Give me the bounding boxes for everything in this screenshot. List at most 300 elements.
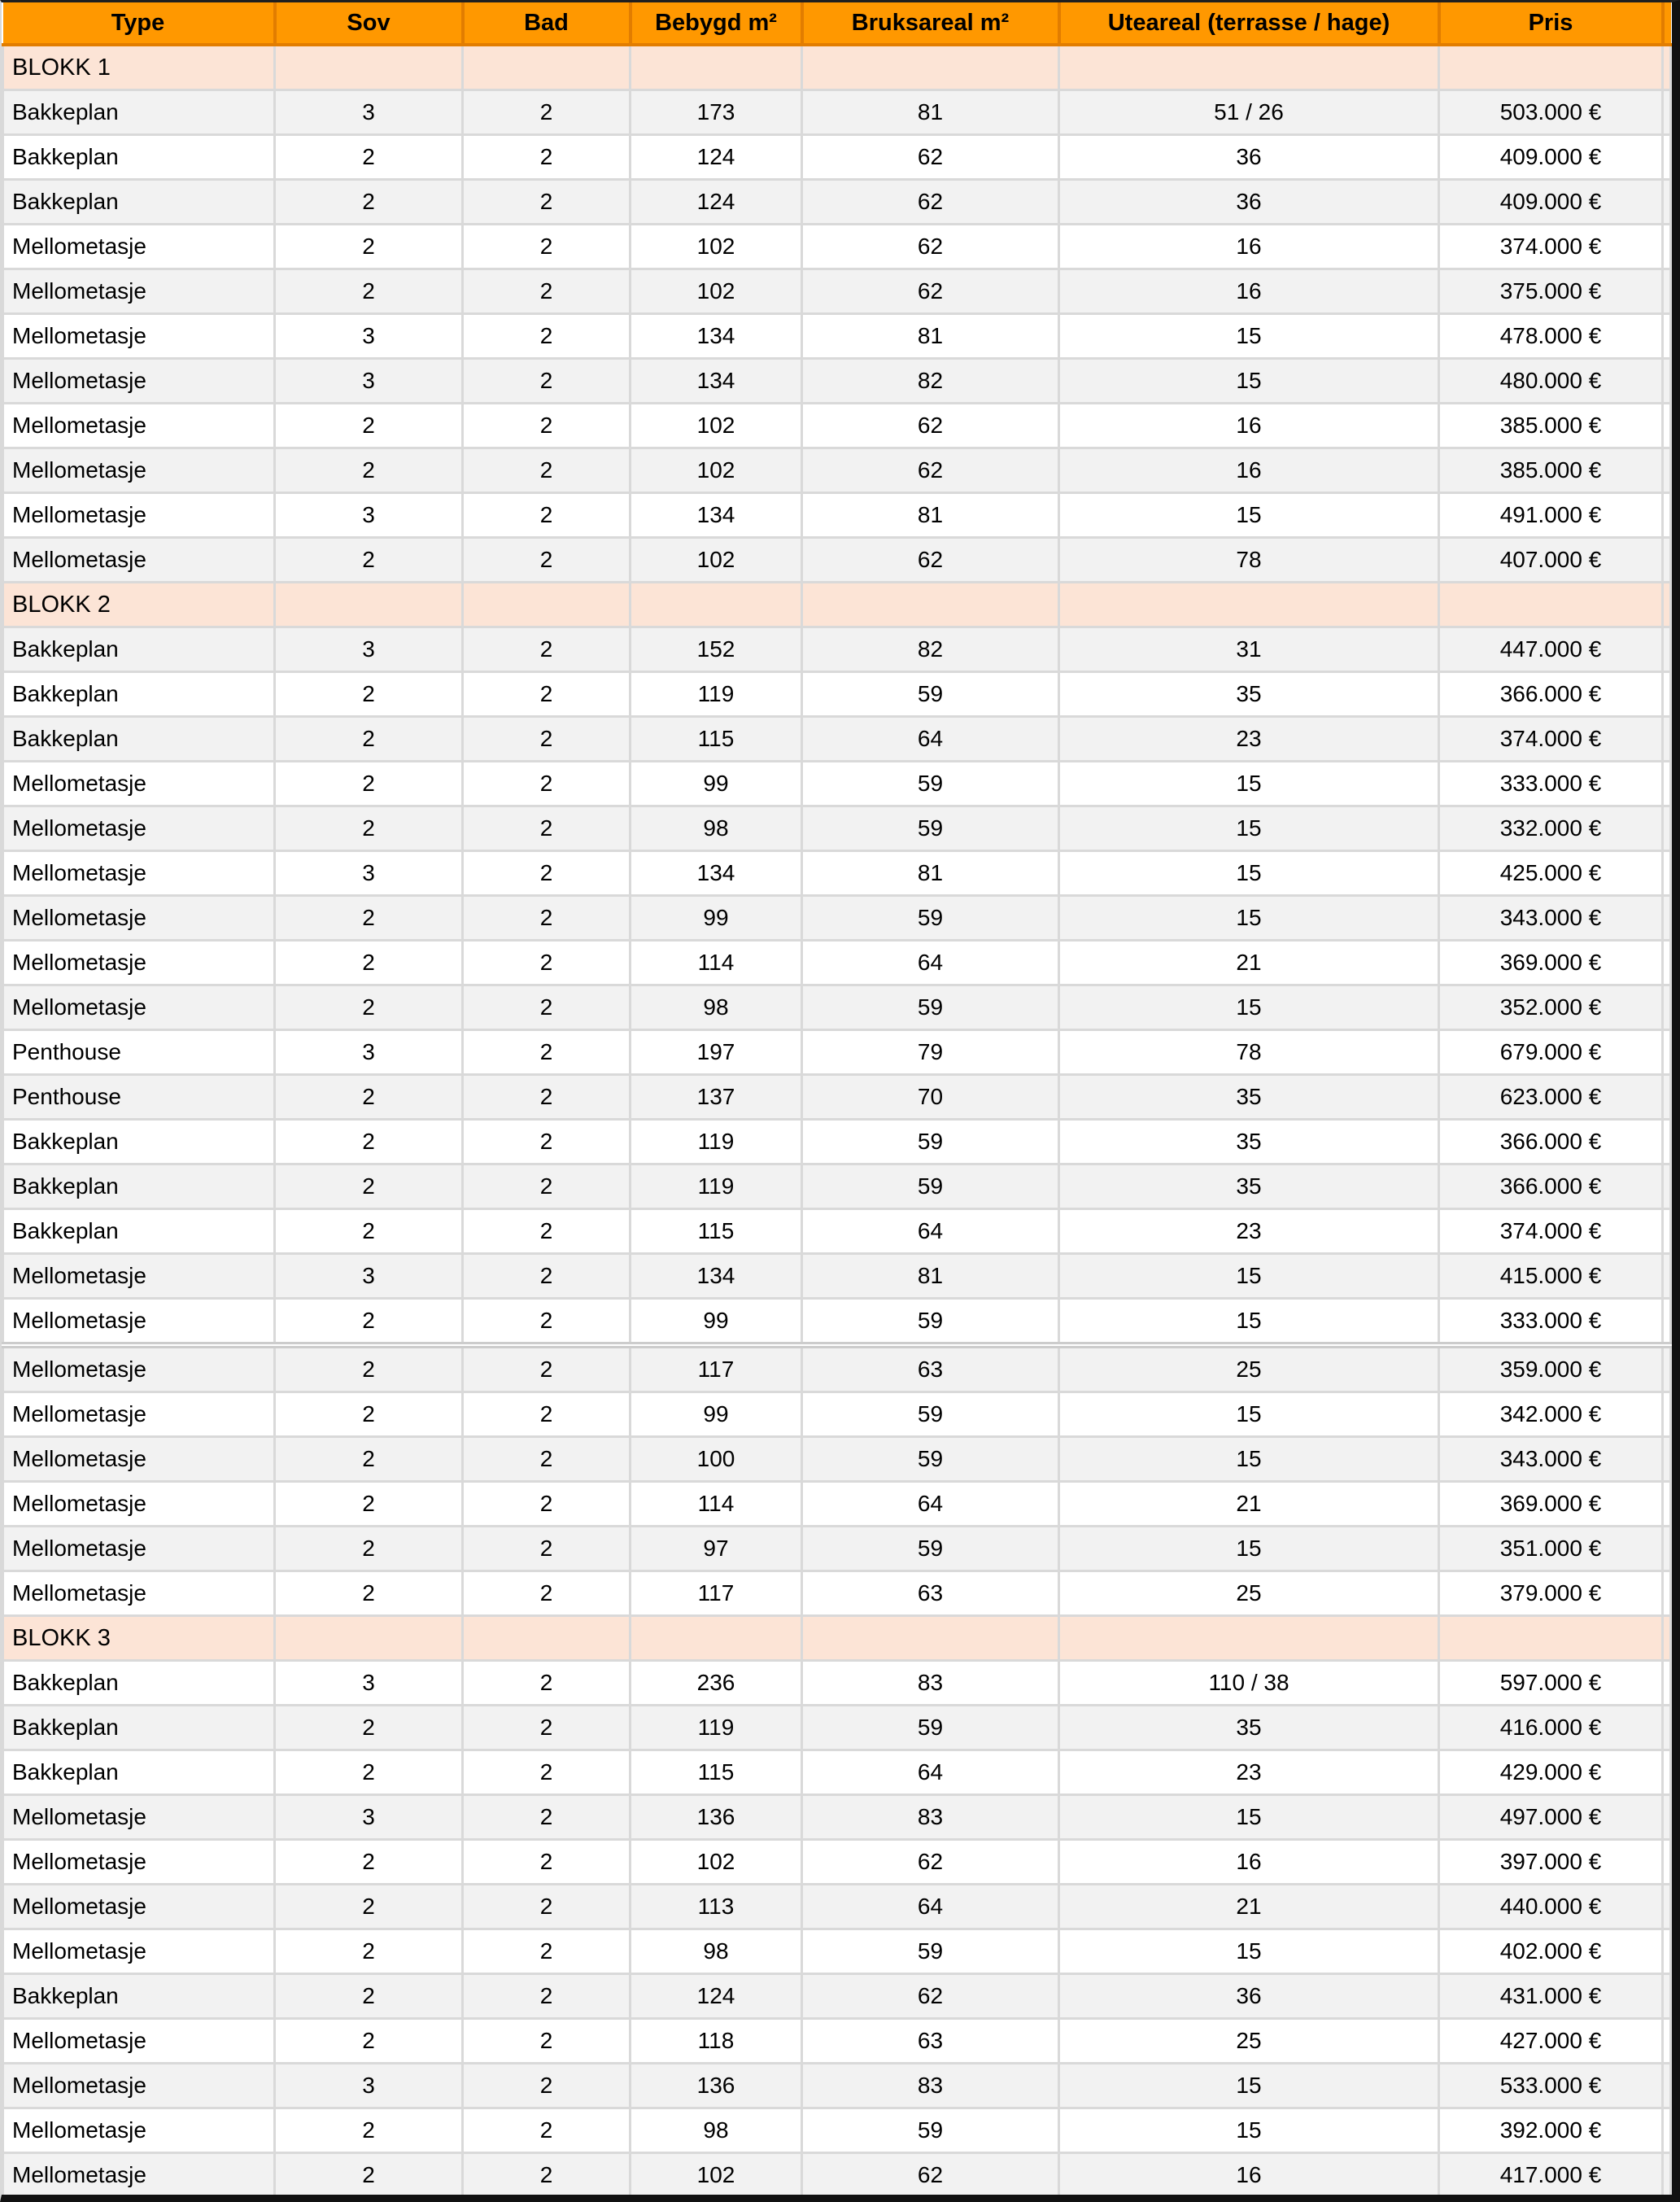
cell-bruksareal-m2: 64 <box>802 1482 1059 1527</box>
cell-bad: 2 <box>463 1164 631 1209</box>
cell-bruksareal-m2: 82 <box>802 627 1059 672</box>
cell-uteareal: 16 <box>1059 225 1439 269</box>
cell-uteareal: 15 <box>1059 2064 1439 2108</box>
col-header-uteareal: Uteareal (terrasse / hage) <box>1059 2 1439 45</box>
cell-uteareal: 16 <box>1059 448 1439 493</box>
cell-bruksareal-m2: 59 <box>802 672 1059 717</box>
table-row <box>3 672 1671 717</box>
spacer-cell <box>1663 1840 1671 1885</box>
cell-bad: 2 <box>463 493 631 538</box>
cell-type: Mellometasje <box>3 1929 275 1974</box>
cell-pris: 342.000 € <box>1439 1392 1663 1437</box>
cell-bruksareal-m2: 59 <box>802 762 1059 806</box>
cell-bruksareal-m2: 64 <box>802 1750 1059 1795</box>
cell-bebygd-m2: 99 <box>631 1299 802 1346</box>
cell-bad: 2 <box>463 1345 631 1392</box>
cell-type: Mellometasje <box>3 762 275 806</box>
table-row <box>3 806 1671 851</box>
cell-uteareal: 15 <box>1059 1299 1439 1346</box>
cell-bruksareal-m2: 59 <box>802 1392 1059 1437</box>
cell-bebygd-m2: 134 <box>631 493 802 538</box>
cell-sov: 2 <box>275 135 463 180</box>
table-row <box>3 851 1671 896</box>
cell-bruksareal-m2: 59 <box>802 2108 1059 2153</box>
spacer-cell <box>1663 448 1671 493</box>
cell-bebygd-m2: 102 <box>631 269 802 314</box>
table-row <box>3 2153 1671 2198</box>
cell-type: Mellometasje <box>3 538 275 583</box>
cell-pris: 417.000 € <box>1439 2153 1663 2198</box>
spacer-cell <box>1663 1030 1671 1075</box>
cell-type: Mellometasje <box>3 2108 275 2153</box>
spacer-cell <box>1663 985 1671 1030</box>
cell-sov: 2 <box>275 1527 463 1571</box>
cell-pris: 623.000 € <box>1439 1075 1663 1120</box>
cell-bruksareal-m2: 81 <box>802 314 1059 359</box>
section-label: BLOKK 3 <box>3 1616 275 1661</box>
cell-uteareal: 15 <box>1059 359 1439 404</box>
cell-pris: 409.000 € <box>1439 135 1663 180</box>
table-row <box>3 1075 1671 1120</box>
cell-sov: 2 <box>275 806 463 851</box>
cell-type: Mellometasje <box>3 2153 275 2198</box>
cell-bebygd-m2: 115 <box>631 1750 802 1795</box>
cell-pris: 597.000 € <box>1439 1661 1663 1706</box>
cell-type: Mellometasje <box>3 1392 275 1437</box>
cell-sov: 3 <box>275 851 463 896</box>
cell-uteareal: 15 <box>1059 806 1439 851</box>
cell-bebygd-m2: 102 <box>631 2153 802 2198</box>
cell-pris: 374.000 € <box>1439 1209 1663 1254</box>
cell-bruksareal-m2: 81 <box>802 90 1059 135</box>
col-header-spacer <box>1663 2 1671 45</box>
cell-sov: 3 <box>275 2064 463 2108</box>
cell-uteareal: 36 <box>1059 135 1439 180</box>
cell-sov: 2 <box>275 225 463 269</box>
cell-uteareal: 35 <box>1059 1075 1439 1120</box>
cell-pris: 397.000 € <box>1439 1840 1663 1885</box>
spacer-cell <box>1663 1571 1671 1616</box>
table-row <box>3 314 1671 359</box>
spacer-cell <box>1663 225 1671 269</box>
cell-pris: 415.000 € <box>1439 1254 1663 1299</box>
cell-bebygd-m2: 113 <box>631 1885 802 1929</box>
cell-bruksareal-m2: 64 <box>802 1209 1059 1254</box>
cell-bad: 2 <box>463 538 631 583</box>
cell-bruksareal-m2: 59 <box>802 1120 1059 1164</box>
cell-bad: 2 <box>463 225 631 269</box>
spacer-cell <box>1663 1929 1671 1974</box>
table-row <box>3 1706 1671 1750</box>
cell-bad: 2 <box>463 762 631 806</box>
cell-type: Mellometasje <box>3 1840 275 1885</box>
table-row <box>3 941 1671 985</box>
cell-bebygd-m2: 197 <box>631 1030 802 1075</box>
table-row <box>3 2108 1671 2153</box>
cell-bebygd-m2: 114 <box>631 941 802 985</box>
cell-type: Penthouse <box>3 1030 275 1075</box>
cell-pris: 374.000 € <box>1439 717 1663 762</box>
spacer-cell <box>1663 2108 1671 2153</box>
cell-bebygd-m2: 97 <box>631 1527 802 1571</box>
cell-uteareal: 23 <box>1059 717 1439 762</box>
cell-uteareal: 16 <box>1059 269 1439 314</box>
spacer-cell <box>1663 538 1671 583</box>
table-row <box>3 627 1671 672</box>
cell-bebygd-m2: 117 <box>631 1345 802 1392</box>
cell-type: Penthouse <box>3 1075 275 1120</box>
cell-type: Bakkeplan <box>3 1209 275 1254</box>
spacer-cell <box>1663 1527 1671 1571</box>
cell-uteareal: 16 <box>1059 2153 1439 2198</box>
cell-type: Mellometasje <box>3 1437 275 1482</box>
cell-pris: 352.000 € <box>1439 985 1663 1030</box>
cell-type: Mellometasje <box>3 2019 275 2064</box>
cell-sov: 2 <box>275 1885 463 1929</box>
section-cell <box>275 1616 463 1661</box>
table-row <box>3 1482 1671 1527</box>
section-cell <box>1059 45 1439 90</box>
cell-sov: 2 <box>275 269 463 314</box>
cell-bruksareal-m2: 82 <box>802 359 1059 404</box>
table-row <box>3 896 1671 941</box>
cell-type: Bakkeplan <box>3 1661 275 1706</box>
cell-bruksareal-m2: 62 <box>802 180 1059 225</box>
spacer-cell <box>1663 1120 1671 1164</box>
cell-bad: 2 <box>463 1929 631 1974</box>
cell-type: Bakkeplan <box>3 627 275 672</box>
cell-sov: 3 <box>275 627 463 672</box>
cell-bruksareal-m2: 62 <box>802 448 1059 493</box>
cell-type: Mellometasje <box>3 2064 275 2108</box>
cell-bad: 2 <box>463 314 631 359</box>
cell-bruksareal-m2: 62 <box>802 1974 1059 2019</box>
spacer-cell <box>1663 672 1671 717</box>
cell-uteareal: 15 <box>1059 896 1439 941</box>
cell-sov: 2 <box>275 1840 463 1885</box>
cell-bebygd-m2: 102 <box>631 1840 802 1885</box>
cell-pris: 409.000 € <box>1439 180 1663 225</box>
cell-bruksareal-m2: 79 <box>802 1030 1059 1075</box>
spacer-cell <box>1663 851 1671 896</box>
cell-bebygd-m2: 124 <box>631 1974 802 2019</box>
cell-bruksareal-m2: 63 <box>802 1571 1059 1616</box>
spacer-cell <box>1663 806 1671 851</box>
cell-bruksareal-m2: 83 <box>802 2064 1059 2108</box>
table-row <box>3 1885 1671 1929</box>
spacer-cell <box>1663 896 1671 941</box>
cell-bruksareal-m2: 64 <box>802 941 1059 985</box>
cell-sov: 2 <box>275 404 463 448</box>
cell-type: Bakkeplan <box>3 1750 275 1795</box>
table-row <box>3 1030 1671 1075</box>
cell-bebygd-m2: 119 <box>631 1706 802 1750</box>
cell-pris: 679.000 € <box>1439 1030 1663 1075</box>
spacer-cell <box>1663 1299 1671 1346</box>
cell-uteareal: 15 <box>1059 1795 1439 1840</box>
table-row <box>3 1209 1671 1254</box>
cell-bruksareal-m2: 83 <box>802 1795 1059 1840</box>
cell-bebygd-m2: 136 <box>631 1795 802 1840</box>
cell-pris: 427.000 € <box>1439 2019 1663 2064</box>
cell-sov: 2 <box>275 1299 463 1346</box>
cell-bebygd-m2: 102 <box>631 538 802 583</box>
col-header-bruksareal-m2: Bruksareal m² <box>802 2 1059 45</box>
cell-pris: 533.000 € <box>1439 2064 1663 2108</box>
cell-bruksareal-m2: 59 <box>802 985 1059 1030</box>
cell-type: Bakkeplan <box>3 135 275 180</box>
section-cell <box>1439 583 1663 627</box>
section-cell <box>1059 583 1439 627</box>
spacer-cell <box>1663 583 1671 627</box>
col-header-sov: Sov <box>275 2 463 45</box>
cell-type: Mellometasje <box>3 941 275 985</box>
cell-pris: 497.000 € <box>1439 1795 1663 1840</box>
cell-uteareal: 15 <box>1059 1437 1439 1482</box>
cell-bad: 2 <box>463 90 631 135</box>
cell-uteareal: 15 <box>1059 1392 1439 1437</box>
cell-bebygd-m2: 98 <box>631 2108 802 2153</box>
cell-bruksareal-m2: 63 <box>802 1345 1059 1392</box>
cell-pris: 402.000 € <box>1439 1929 1663 1974</box>
cell-sov: 3 <box>275 1661 463 1706</box>
cell-bebygd-m2: 102 <box>631 448 802 493</box>
cell-bebygd-m2: 99 <box>631 762 802 806</box>
cell-sov: 2 <box>275 1209 463 1254</box>
cell-type: Mellometasje <box>3 806 275 851</box>
cell-uteareal: 36 <box>1059 180 1439 225</box>
cell-bad: 2 <box>463 1030 631 1075</box>
cell-bruksareal-m2: 59 <box>802 1164 1059 1209</box>
cell-bad: 2 <box>463 941 631 985</box>
cell-type: Mellometasje <box>3 448 275 493</box>
table-row <box>3 1527 1671 1571</box>
cell-uteareal: 36 <box>1059 1974 1439 2019</box>
table-row <box>3 1661 1671 1706</box>
cell-bad: 2 <box>463 2064 631 2108</box>
cell-bebygd-m2: 134 <box>631 359 802 404</box>
cell-uteareal: 21 <box>1059 1885 1439 1929</box>
spacer-cell <box>1663 314 1671 359</box>
cell-bad: 2 <box>463 1840 631 1885</box>
cell-bebygd-m2: 124 <box>631 180 802 225</box>
cell-bad: 2 <box>463 1392 631 1437</box>
cell-uteareal: 31 <box>1059 627 1439 672</box>
cell-uteareal: 15 <box>1059 493 1439 538</box>
cell-bruksareal-m2: 64 <box>802 1885 1059 1929</box>
cell-sov: 2 <box>275 985 463 1030</box>
cell-bad: 2 <box>463 896 631 941</box>
cell-pris: 379.000 € <box>1439 1571 1663 1616</box>
table-header <box>3 2 1671 45</box>
cell-sov: 2 <box>275 1345 463 1392</box>
cell-bad: 2 <box>463 1795 631 1840</box>
section-cell <box>631 1616 802 1661</box>
cell-bad: 2 <box>463 806 631 851</box>
cell-type: Bakkeplan <box>3 1120 275 1164</box>
cell-sov: 3 <box>275 493 463 538</box>
cell-uteareal: 78 <box>1059 538 1439 583</box>
cell-bruksareal-m2: 81 <box>802 1254 1059 1299</box>
cell-bebygd-m2: 102 <box>631 225 802 269</box>
cell-sov: 2 <box>275 1164 463 1209</box>
cell-bad: 2 <box>463 717 631 762</box>
cell-sov: 2 <box>275 1437 463 1482</box>
cell-pris: 392.000 € <box>1439 2108 1663 2153</box>
cell-pris: 359.000 € <box>1439 1345 1663 1392</box>
cell-bebygd-m2: 236 <box>631 1661 802 1706</box>
cell-bad: 2 <box>463 1437 631 1482</box>
section-cell <box>275 583 463 627</box>
cell-bruksareal-m2: 62 <box>802 538 1059 583</box>
cell-bruksareal-m2: 62 <box>802 269 1059 314</box>
header-row <box>3 2 1671 45</box>
section-cell <box>463 583 631 627</box>
spacer-cell <box>1663 1616 1671 1661</box>
col-header-bad: Bad <box>463 2 631 45</box>
cell-pris: 366.000 € <box>1439 1164 1663 1209</box>
table-row <box>3 1974 1671 2019</box>
spacer-cell <box>1663 90 1671 135</box>
cell-bad: 2 <box>463 404 631 448</box>
cell-bad: 2 <box>463 1254 631 1299</box>
spacer-cell <box>1663 1345 1671 1392</box>
section-cell <box>1059 1616 1439 1661</box>
cell-bruksareal-m2: 70 <box>802 1075 1059 1120</box>
cell-bad: 2 <box>463 2108 631 2153</box>
table-row <box>3 225 1671 269</box>
cell-bebygd-m2: 119 <box>631 672 802 717</box>
cell-bruksareal-m2: 62 <box>802 225 1059 269</box>
cell-uteareal: 15 <box>1059 985 1439 1030</box>
cell-uteareal: 15 <box>1059 1254 1439 1299</box>
spacer-cell <box>1663 762 1671 806</box>
cell-pris: 407.000 € <box>1439 538 1663 583</box>
cell-type: Bakkeplan <box>3 1706 275 1750</box>
cell-type: Mellometasje <box>3 1527 275 1571</box>
cell-bebygd-m2: 98 <box>631 1929 802 1974</box>
cell-bruksareal-m2: 81 <box>802 493 1059 538</box>
spacer-cell <box>1663 1885 1671 1929</box>
col-header-pris: Pris <box>1439 2 1663 45</box>
cell-uteareal: 15 <box>1059 1929 1439 1974</box>
cell-uteareal: 35 <box>1059 672 1439 717</box>
cell-bad: 2 <box>463 1974 631 2019</box>
cell-bebygd-m2: 119 <box>631 1164 802 1209</box>
cell-bebygd-m2: 119 <box>631 1120 802 1164</box>
cell-type: Mellometasje <box>3 314 275 359</box>
cell-sov: 2 <box>275 1392 463 1437</box>
cell-uteareal: 78 <box>1059 1030 1439 1075</box>
cell-bebygd-m2: 152 <box>631 627 802 672</box>
section-row <box>3 45 1671 90</box>
table-row <box>3 985 1671 1030</box>
table-row <box>3 1345 1671 1392</box>
cell-sov: 2 <box>275 1974 463 2019</box>
cell-bruksareal-m2: 64 <box>802 717 1059 762</box>
table-row <box>3 1254 1671 1299</box>
cell-bruksareal-m2: 59 <box>802 896 1059 941</box>
section-cell <box>1439 45 1663 90</box>
cell-bebygd-m2: 114 <box>631 1482 802 1527</box>
spacer-cell <box>1663 2153 1671 2198</box>
table-row <box>3 1795 1671 1840</box>
table-row <box>3 2019 1671 2064</box>
cell-bad: 2 <box>463 627 631 672</box>
cell-bebygd-m2: 115 <box>631 717 802 762</box>
cell-bebygd-m2: 98 <box>631 806 802 851</box>
table-body <box>3 45 1671 2198</box>
cell-bad: 2 <box>463 2153 631 2198</box>
table-row <box>3 717 1671 762</box>
cell-sov: 2 <box>275 538 463 583</box>
cell-uteareal: 23 <box>1059 1209 1439 1254</box>
cell-type: Mellometasje <box>3 1345 275 1392</box>
cell-type: Mellometasje <box>3 1299 275 1346</box>
spacer-cell <box>1663 1254 1671 1299</box>
cell-bruksareal-m2: 59 <box>802 806 1059 851</box>
section-label: BLOKK 1 <box>3 45 275 90</box>
cell-type: Mellometasje <box>3 1254 275 1299</box>
cell-bruksareal-m2: 59 <box>802 1706 1059 1750</box>
cell-uteareal: 25 <box>1059 1571 1439 1616</box>
table-row <box>3 1120 1671 1164</box>
spacer-cell <box>1663 1706 1671 1750</box>
col-header-type: Type <box>3 2 275 45</box>
spacer-cell <box>1663 1164 1671 1209</box>
table-row <box>3 2064 1671 2108</box>
cell-bebygd-m2: 136 <box>631 2064 802 2108</box>
cell-bruksareal-m2: 59 <box>802 1437 1059 1482</box>
cell-type: Mellometasje <box>3 1885 275 1929</box>
cell-sov: 2 <box>275 2153 463 2198</box>
cell-bad: 2 <box>463 448 631 493</box>
spacer-cell <box>1663 180 1671 225</box>
cell-uteareal: 15 <box>1059 762 1439 806</box>
cell-sov: 2 <box>275 2108 463 2153</box>
cell-bebygd-m2: 118 <box>631 2019 802 2064</box>
section-cell <box>802 583 1059 627</box>
cell-uteareal: 21 <box>1059 1482 1439 1527</box>
cell-bad: 2 <box>463 851 631 896</box>
cell-sov: 3 <box>275 314 463 359</box>
cell-bruksareal-m2: 62 <box>802 404 1059 448</box>
cell-bebygd-m2: 173 <box>631 90 802 135</box>
table-row <box>3 1392 1671 1437</box>
section-cell <box>463 45 631 90</box>
cell-pris: 480.000 € <box>1439 359 1663 404</box>
col-header-bebygd-m2: Bebygd m² <box>631 2 802 45</box>
cell-type: Mellometasje <box>3 1795 275 1840</box>
section-cell <box>631 583 802 627</box>
cell-pris: 351.000 € <box>1439 1527 1663 1571</box>
table-row <box>3 359 1671 404</box>
cell-pris: 333.000 € <box>1439 1299 1663 1346</box>
cell-bebygd-m2: 99 <box>631 1392 802 1437</box>
cell-pris: 369.000 € <box>1439 1482 1663 1527</box>
table-row <box>3 538 1671 583</box>
cell-type: Bakkeplan <box>3 180 275 225</box>
cell-sov: 2 <box>275 180 463 225</box>
cell-type: Bakkeplan <box>3 1974 275 2019</box>
cell-pris: 374.000 € <box>1439 225 1663 269</box>
cell-bebygd-m2: 98 <box>631 985 802 1030</box>
cell-bad: 2 <box>463 135 631 180</box>
spacer-cell <box>1663 135 1671 180</box>
cell-uteareal: 15 <box>1059 2108 1439 2153</box>
cell-type: Bakkeplan <box>3 90 275 135</box>
table-row <box>3 1571 1671 1616</box>
